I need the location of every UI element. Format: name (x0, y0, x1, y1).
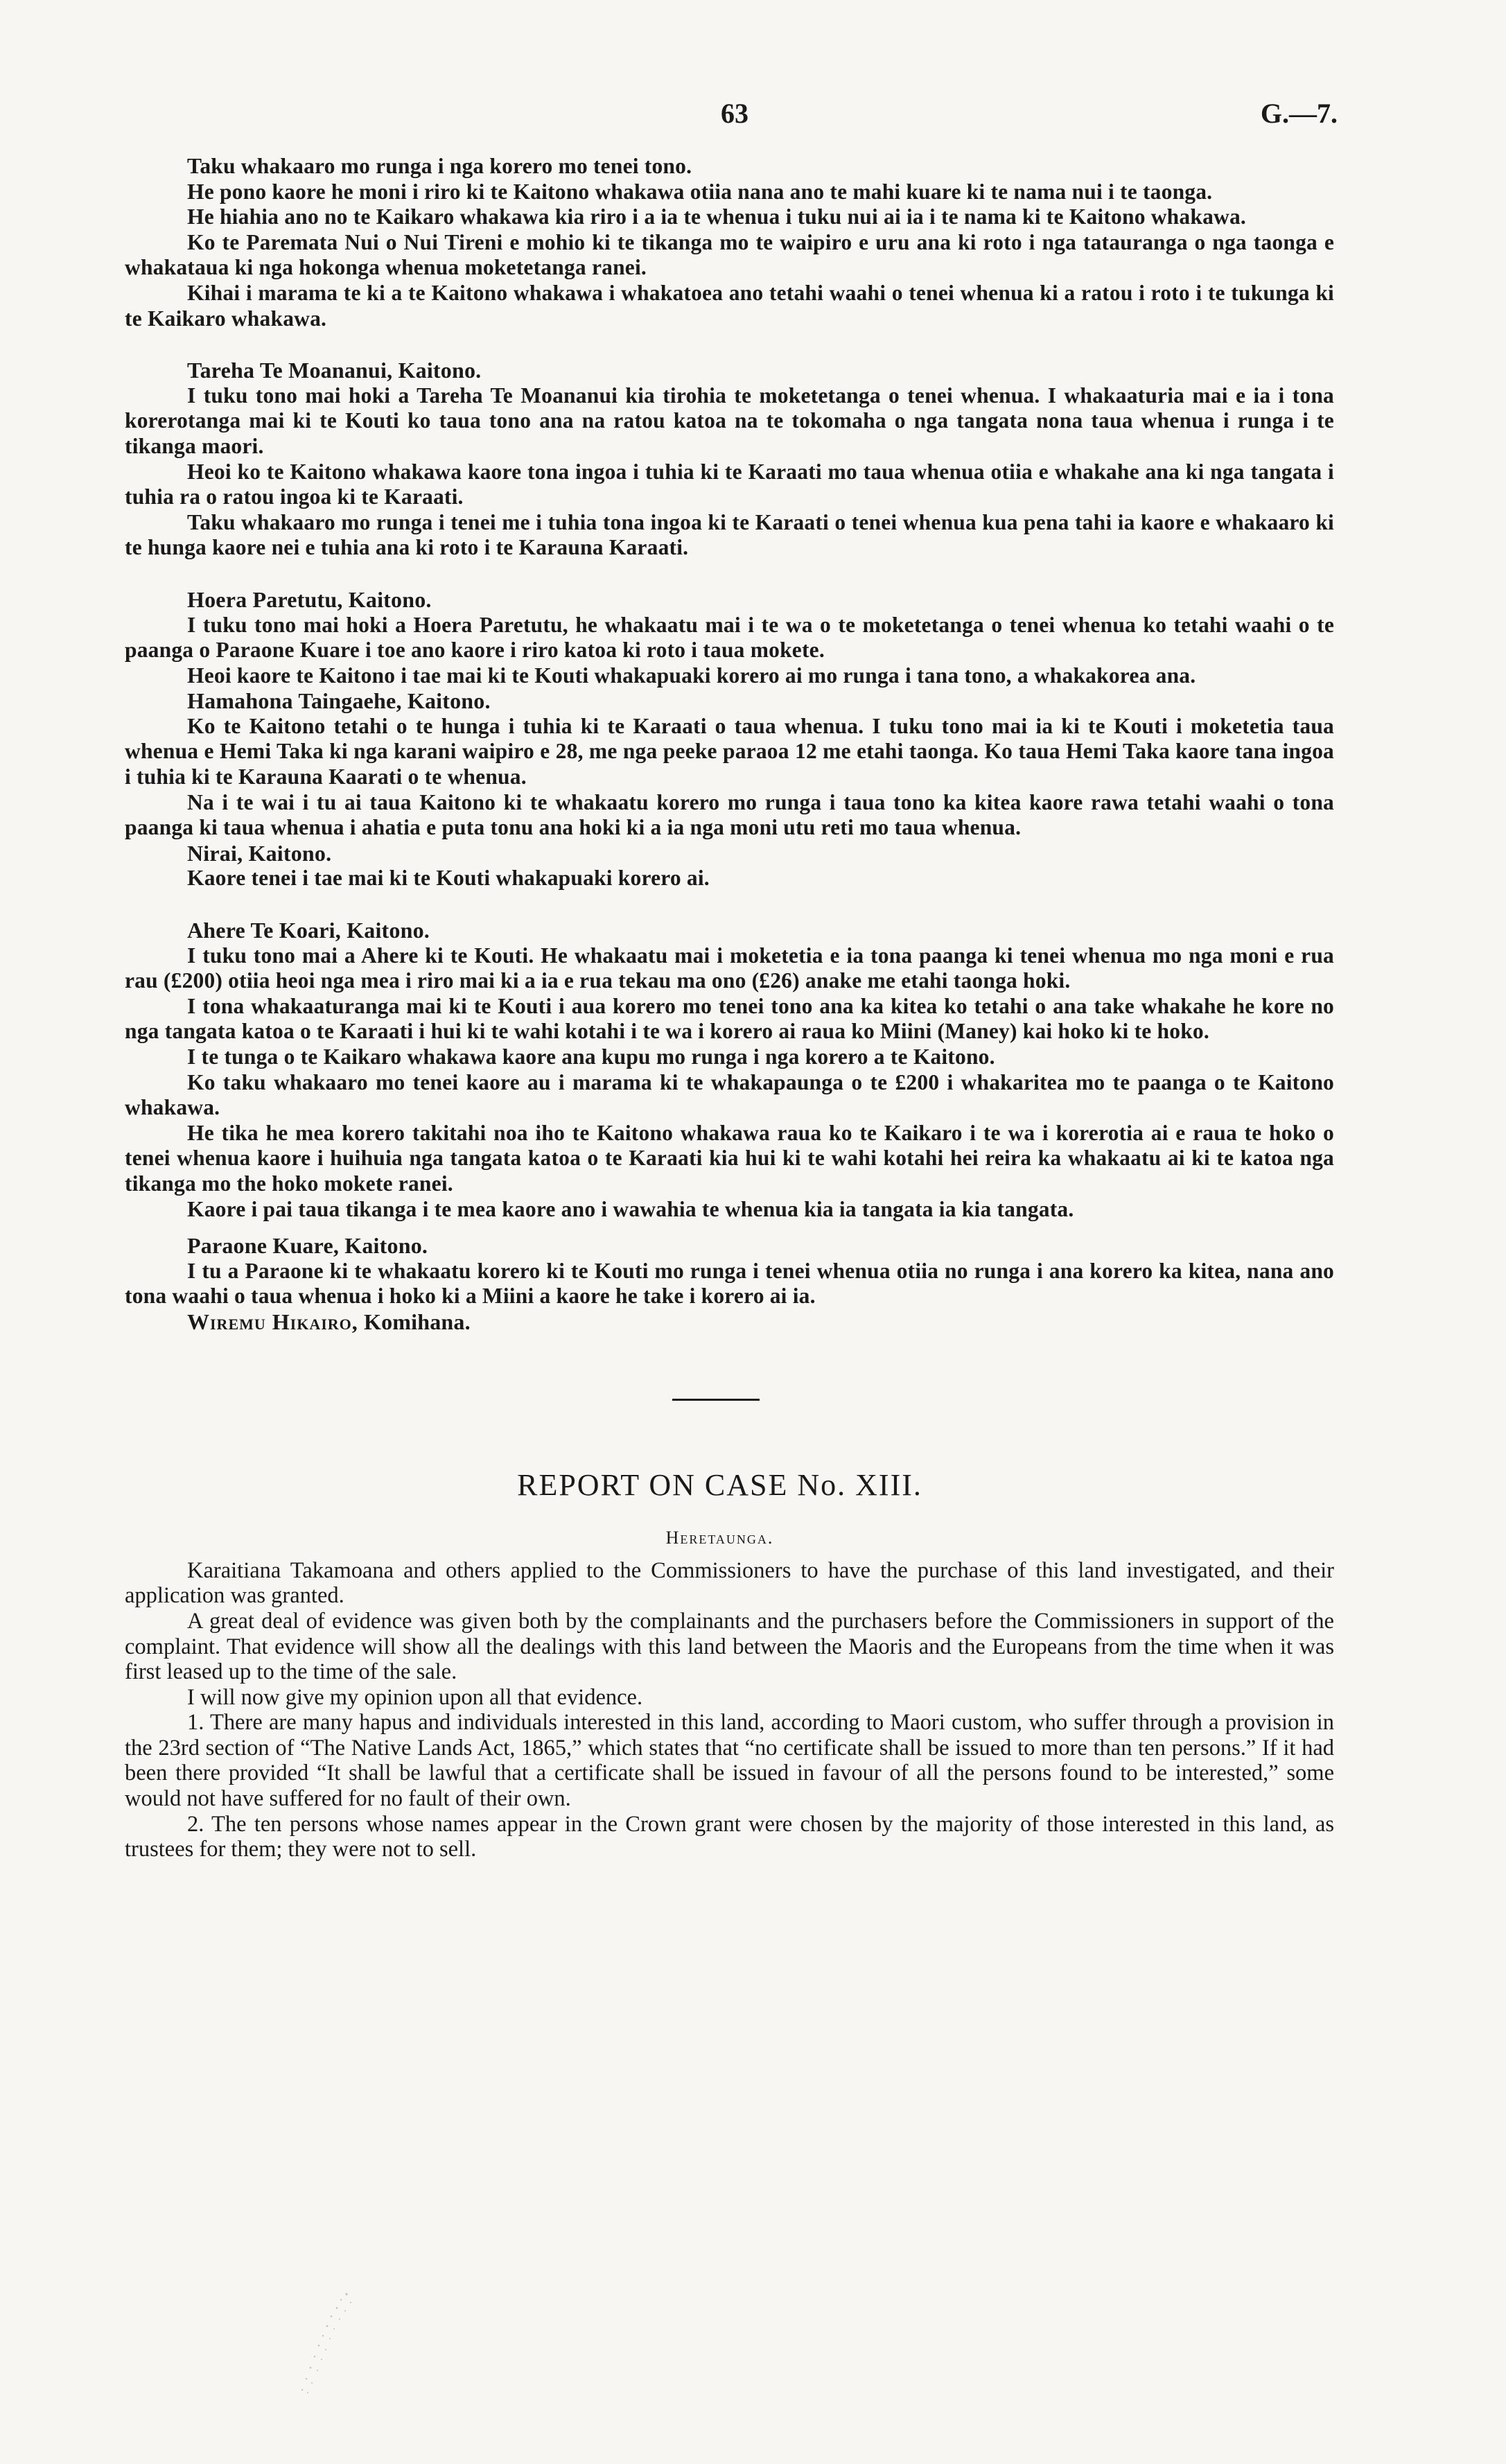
testimony-paragraph: I tu a Paraone ki te whakaatu korero ki te Kouti mo runga i tenei whenua otiia no runga i ana korero ka kitea, nana ano tona waahi o taua whenua i hoko ki a Miini a kaore he take i korero ai ia. (125, 1258, 1334, 1309)
page-number: 63 (721, 98, 748, 129)
report-paragraph: A great deal of evidence was given both by the complainants and the purchasers before the Commissioners in support of the complaint. That evidence will show all the dealings with this land between the Maoris and the Europeans from the time when it was first leased up to the time of the sale. (125, 1608, 1334, 1685)
speaker-heading: Paraone Kuare, Kaitono. (187, 1233, 428, 1259)
speaker-heading: Tareha Te Moananui, Kaitono. (187, 358, 482, 383)
section-divider (672, 1399, 760, 1401)
ink-smudge (291, 2287, 367, 2398)
testimony-paragraph: Ko te Kaitono tetahi o te hunga i tuhia ki te Karaati o taua whenua. I tuku tono mai ia ki te Kouti i moketetia taua whenua e Hemi Taka ki nga karani waipiro e 28, me nga peeke paraoa 12 me etahi taonga. Ko taua Hemi Taka kaore tana ingoa i tuhia ki te Karauna Kaarati o te whenua. (125, 713, 1334, 789)
report-paragraph: 1. There are many hapus and individuals interested in this land, according to Maori custom, who suffer through a provision in the 23rd section of “The Native Lands Act, 1865,” which states that “no certificate shall be issued to more than ten persons.” If it had been there provided “It shall be lawful that a certificate shall be issued in favour of all the persons found to be interested,” some would not have suffered for no fault of their own. (125, 1710, 1334, 1812)
opening-paragraph: Ko te Paremata Nui o Nui Tireni e mohio ki te tikanga mo te waipiro e uru ana ki roto i nga tatauranga o nga taonga e whakataua ki nga hokonga whenua moketetanga ranei. (125, 229, 1334, 280)
commissioner-signature (125, 1309, 1334, 1335)
testimony-paragraph: Heoi kaore te Kaitono i tae mai ki te Kouti whakapuaki korero ai mo runga i tana tono, a whakakorea ana. (187, 663, 1196, 688)
speaker-heading: Ahere Te Koari, Kaitono. (187, 918, 430, 943)
speaker-heading: Nirai, Kaitono. (187, 840, 332, 866)
testimony-paragraph: Na i te wai i tu ai taua Kaitono ki te whakaatu korero mo runga i taua tono ka kitea kaore rawa tetahi waahi o tona paanga ki taua whenua i ahatia e puta tonu ana hoki ki a ia nga moni utu reti mo taua whenua. (125, 789, 1334, 840)
report-title: REPORT ON CASE No. XIII. (517, 1467, 922, 1502)
opening-paragraph: Kihai i marama te ki a te Kaitono whakawa i whakatoea ano tetahi waahi o tenei whenua ki a ratou i roto i te tukunga ki te Kaikaro whakawa. (125, 280, 1334, 331)
testimony-paragraph: He tika he mea korero takitahi noa iho te Kaitono whakawa raua ko te Kaikaro i te wa i korerotia ai e raua te hoko o tenei whenua kaore i huihuia nga tangata katoa o te Karaati kia hui ki te wahi kotahi hei reira ka whakaatu ai ki te katoa nga tikanga mo the hoko mokete ranei. (125, 1120, 1334, 1196)
testimony-paragraph: Ko taku whakaaro mo tenei kaore au i marama ki te whakapaunga o te £200 i whakaritea mo te paanga o te Kaitono whakawa. (125, 1069, 1334, 1120)
opening-paragraph: Taku whakaaro mo runga i nga korero mo tenei tono. (187, 154, 692, 178)
page-header (125, 97, 1338, 139)
report-body (125, 1558, 1334, 1862)
report-paragraph: Karaitiana Takamoana and others applied to the Commissioners to have the purchase of this land investigated, and their application was granted. (125, 1557, 1334, 1609)
spacer (125, 891, 1334, 918)
testimony-paragraph: Taku whakaaro mo runga i tenei me i tuhia tona ingoa ki te Karaati o tenei whenua kua pena tahi ia kaore e whakaaro ki te hunga kaore nei e tuhia ana ki roto i te Karauna Karaati. (125, 509, 1334, 560)
report-paragraph: 2. The ten persons whose names appear in the Crown grant were chosen by the majority of those interested in this land, as trustees for them; they were not to sell. (125, 1811, 1334, 1862)
testimony-paragraph: I tuku tono mai hoki a Hoera Paretutu, he whakaatu mai i te wa o te moketetanga o tenei whenua ko tetahi waahi o te paanga o Paraone Kuare i toe ano kaore i riro katoa ki roto i taua mokete. (125, 612, 1334, 663)
report-paragraph: I will now give my opinion upon all that evidence. (187, 1684, 643, 1710)
testimony-paragraph: I tuku tono mai a Ahere ki te Kouti. He whakaatu mai i moketetia e ia tona paanga ki tenei whenua mo nga moni e rua rau (£200) otiia heoi nga mea i riro mai ki a ia e rua tekau ma ono (£26) anake me etahi taonga hoki. (125, 943, 1334, 993)
signature-title: Komihana. (364, 1309, 471, 1334)
speaker-heading: Hoera Paretutu, Kaitono. (187, 586, 432, 612)
report-subtitle: Heretaunga. (665, 1528, 774, 1548)
testimony-paragraph: Kaore tenei i tae mai ki te Kouti whakapuaki korero ai. (187, 866, 710, 891)
testimony-paragraph: I te tunga o te Kaikaro whakawa kaore ana kupu mo runga i nga korero a te Kaitono. (187, 1045, 995, 1069)
spacer (125, 561, 1334, 587)
testimony-paragraph: I tona whakaaturanga mai ki te Kouti i aua korero mo tenei tono ana ka kitea ko tetahi o ana take whakahe he kore no nga tangata katoa o te Karaati i hui ki te wahi kotahi i te wa i korero ai raua ko Miini (Maney) kai hoko ki te hoko. (125, 993, 1334, 1044)
opening-paragraph: He hiahia ano no te Kaikaro whakawa kia riro i a ia te whenua i tuku nui ai ia i te nama ki te Kaitono whakawa. (187, 204, 1246, 229)
opening-paragraph: He pono kaore he moni i riro ki te Kaitono whakawa otiia nana ano te mahi kuare ki te nama nui i te taonga. (187, 179, 1213, 204)
testimony-paragraph: Heoi ko te Kaitono whakawa kaore tona ingoa i tuhia ki te Karaati mo taua whenua otiia e whakahe ana ki nga tangata i tuhia ra o ratou ingoa ki te Karaati. (125, 459, 1334, 509)
page-content (125, 154, 1334, 1862)
spacer (125, 331, 1334, 358)
series-code: G.—7. (1260, 98, 1338, 129)
testimony-paragraph: I tuku tono mai hoki a Tareha Te Moananui kia tirohia te moketetanga o tenei whenua. I whakaaturia mai e ia i tona korerotanga mai ki te Kouti ko taua tono ana na ratou katoa na te tokomaha o nga tangata nona taua whenua i runga i te tikanga maori. (125, 383, 1334, 458)
maori-section (125, 154, 1334, 1335)
speaker-heading: Hamahona Taingaehe, Kaitono. (187, 688, 491, 714)
spacer (125, 1222, 1334, 1233)
signature-name: Wiremu Hikairo, (187, 1309, 358, 1334)
testimony-paragraph: Kaore i pai taua tikanga i te mea kaore ano i wawahia te whenua kia ia tangata ia kia tangata. (187, 1196, 1074, 1221)
